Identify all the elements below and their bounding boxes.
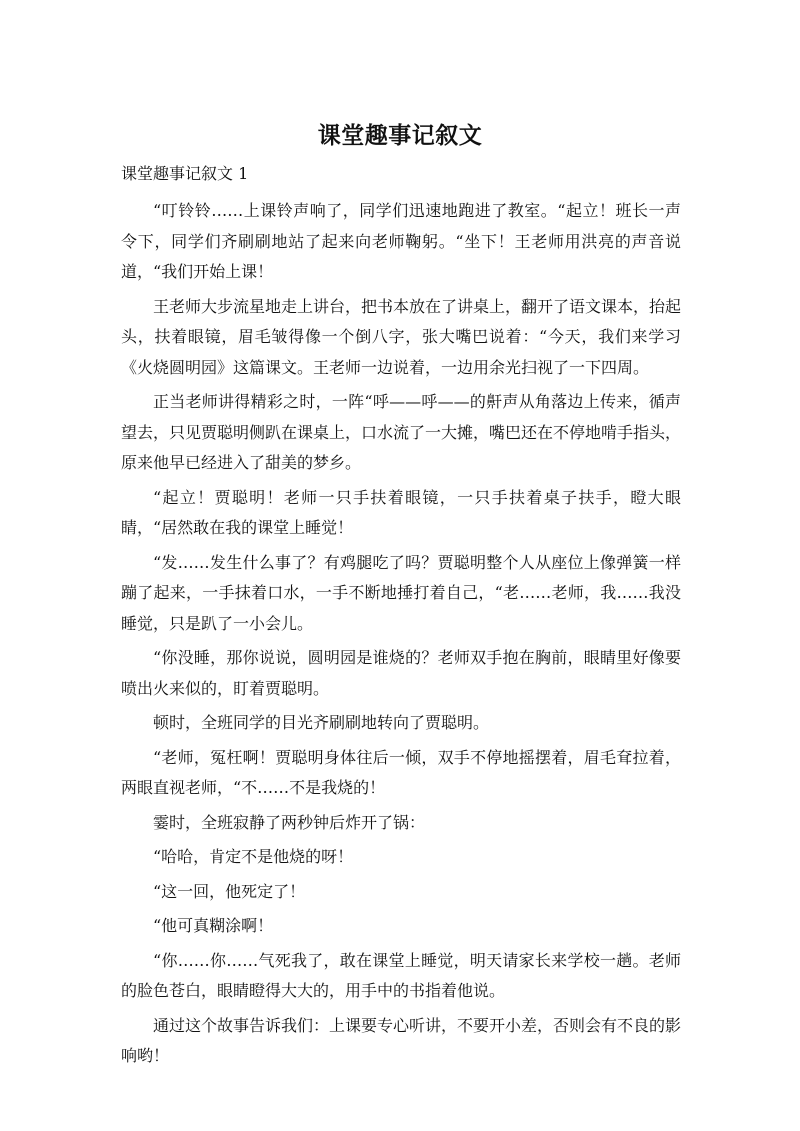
paragraph: “老师，冤枉啊！贾聪明身体往后一倾，双手不停地摇摆着，眉毛耷拉着，两眼直视老师，“不……不是我烧的！ bbox=[121, 747, 681, 797]
paragraph: “你……你……气死我了，敢在课堂上睡觉，明天请家长来学校一趟。老师的脸色苍白，眼睛瞪得大大的，用手中的书指着他说。 bbox=[121, 950, 681, 1000]
paragraph: “这一回，他死定了！ bbox=[153, 881, 306, 901]
section-subtitle: 课堂趣事记叙文 1 bbox=[121, 164, 249, 183]
paragraph: 王老师大步流星地走上讲台，把书本放在了讲桌上，翻开了语文课本，抬起头，扶着眼镜，眉毛皱得像一个倒八字，张大嘴巴说着：“今天，我们来学习《火烧圆明园》这篇课文。王老师一边说着，一边用余光扫视了一下四周。 bbox=[121, 296, 682, 377]
paragraph: 顿时，全班同学的目光齐刷刷地转向了贾聪明。 bbox=[153, 713, 490, 732]
page-title: 课堂趣事记叙文 bbox=[317, 123, 483, 149]
article-body bbox=[121, 196, 681, 1076]
paragraph: “哈哈，肯定不是他烧的呀！ bbox=[153, 847, 354, 866]
paragraph: “他可真糊涂啊！ bbox=[153, 916, 274, 935]
paragraph: 通过这个故事告诉我们：上课要专心听讲，不要开小差，否则会有不良的影响哟！ bbox=[121, 1015, 682, 1065]
paragraph: “你没睡，那你说说，圆明园是谁烧的？老师双手抱在胸前，眼睛里好像要喷出火来似的，盯着贾聪明。 bbox=[121, 648, 681, 698]
paragraph: “发……发生什么事了？有鸡腿吃了吗？贾聪明整个人从座位上像弹簧一样蹦了起来，一手抹着口水，一手不断地捶打着自己，“老……老师，我……我没睡觉，只是趴了一小会儿。 bbox=[121, 552, 681, 633]
paragraph: 霎时，全班寂静了两秒钟后炸开了锅： bbox=[153, 812, 426, 832]
paragraph: “起立！贾聪明！老师一只手扶着眼镜，一只手扶着桌子扶手，瞪大眼睛，“居然敢在我的课堂上睡觉！ bbox=[121, 487, 681, 537]
paragraph: 正当老师讲得精彩之时，一阵“呼——呼——的鼾声从角落边上传来，循声望去，只见贾聪明侧趴在课桌上，口水流了一大摊，嘴巴还在不停地啃手指头，原来他早已经进入了甜美的梦乡。 bbox=[121, 392, 682, 472]
paragraph: “叮铃铃……上课铃声响了，同学们迅速地跑进了教室。“起立！班长一声令下，同学们齐刷刷地站了起来向老师鞠躬。“坐下！王老师用洪亮的声音说道，“我们开始上课！ bbox=[121, 201, 681, 281]
